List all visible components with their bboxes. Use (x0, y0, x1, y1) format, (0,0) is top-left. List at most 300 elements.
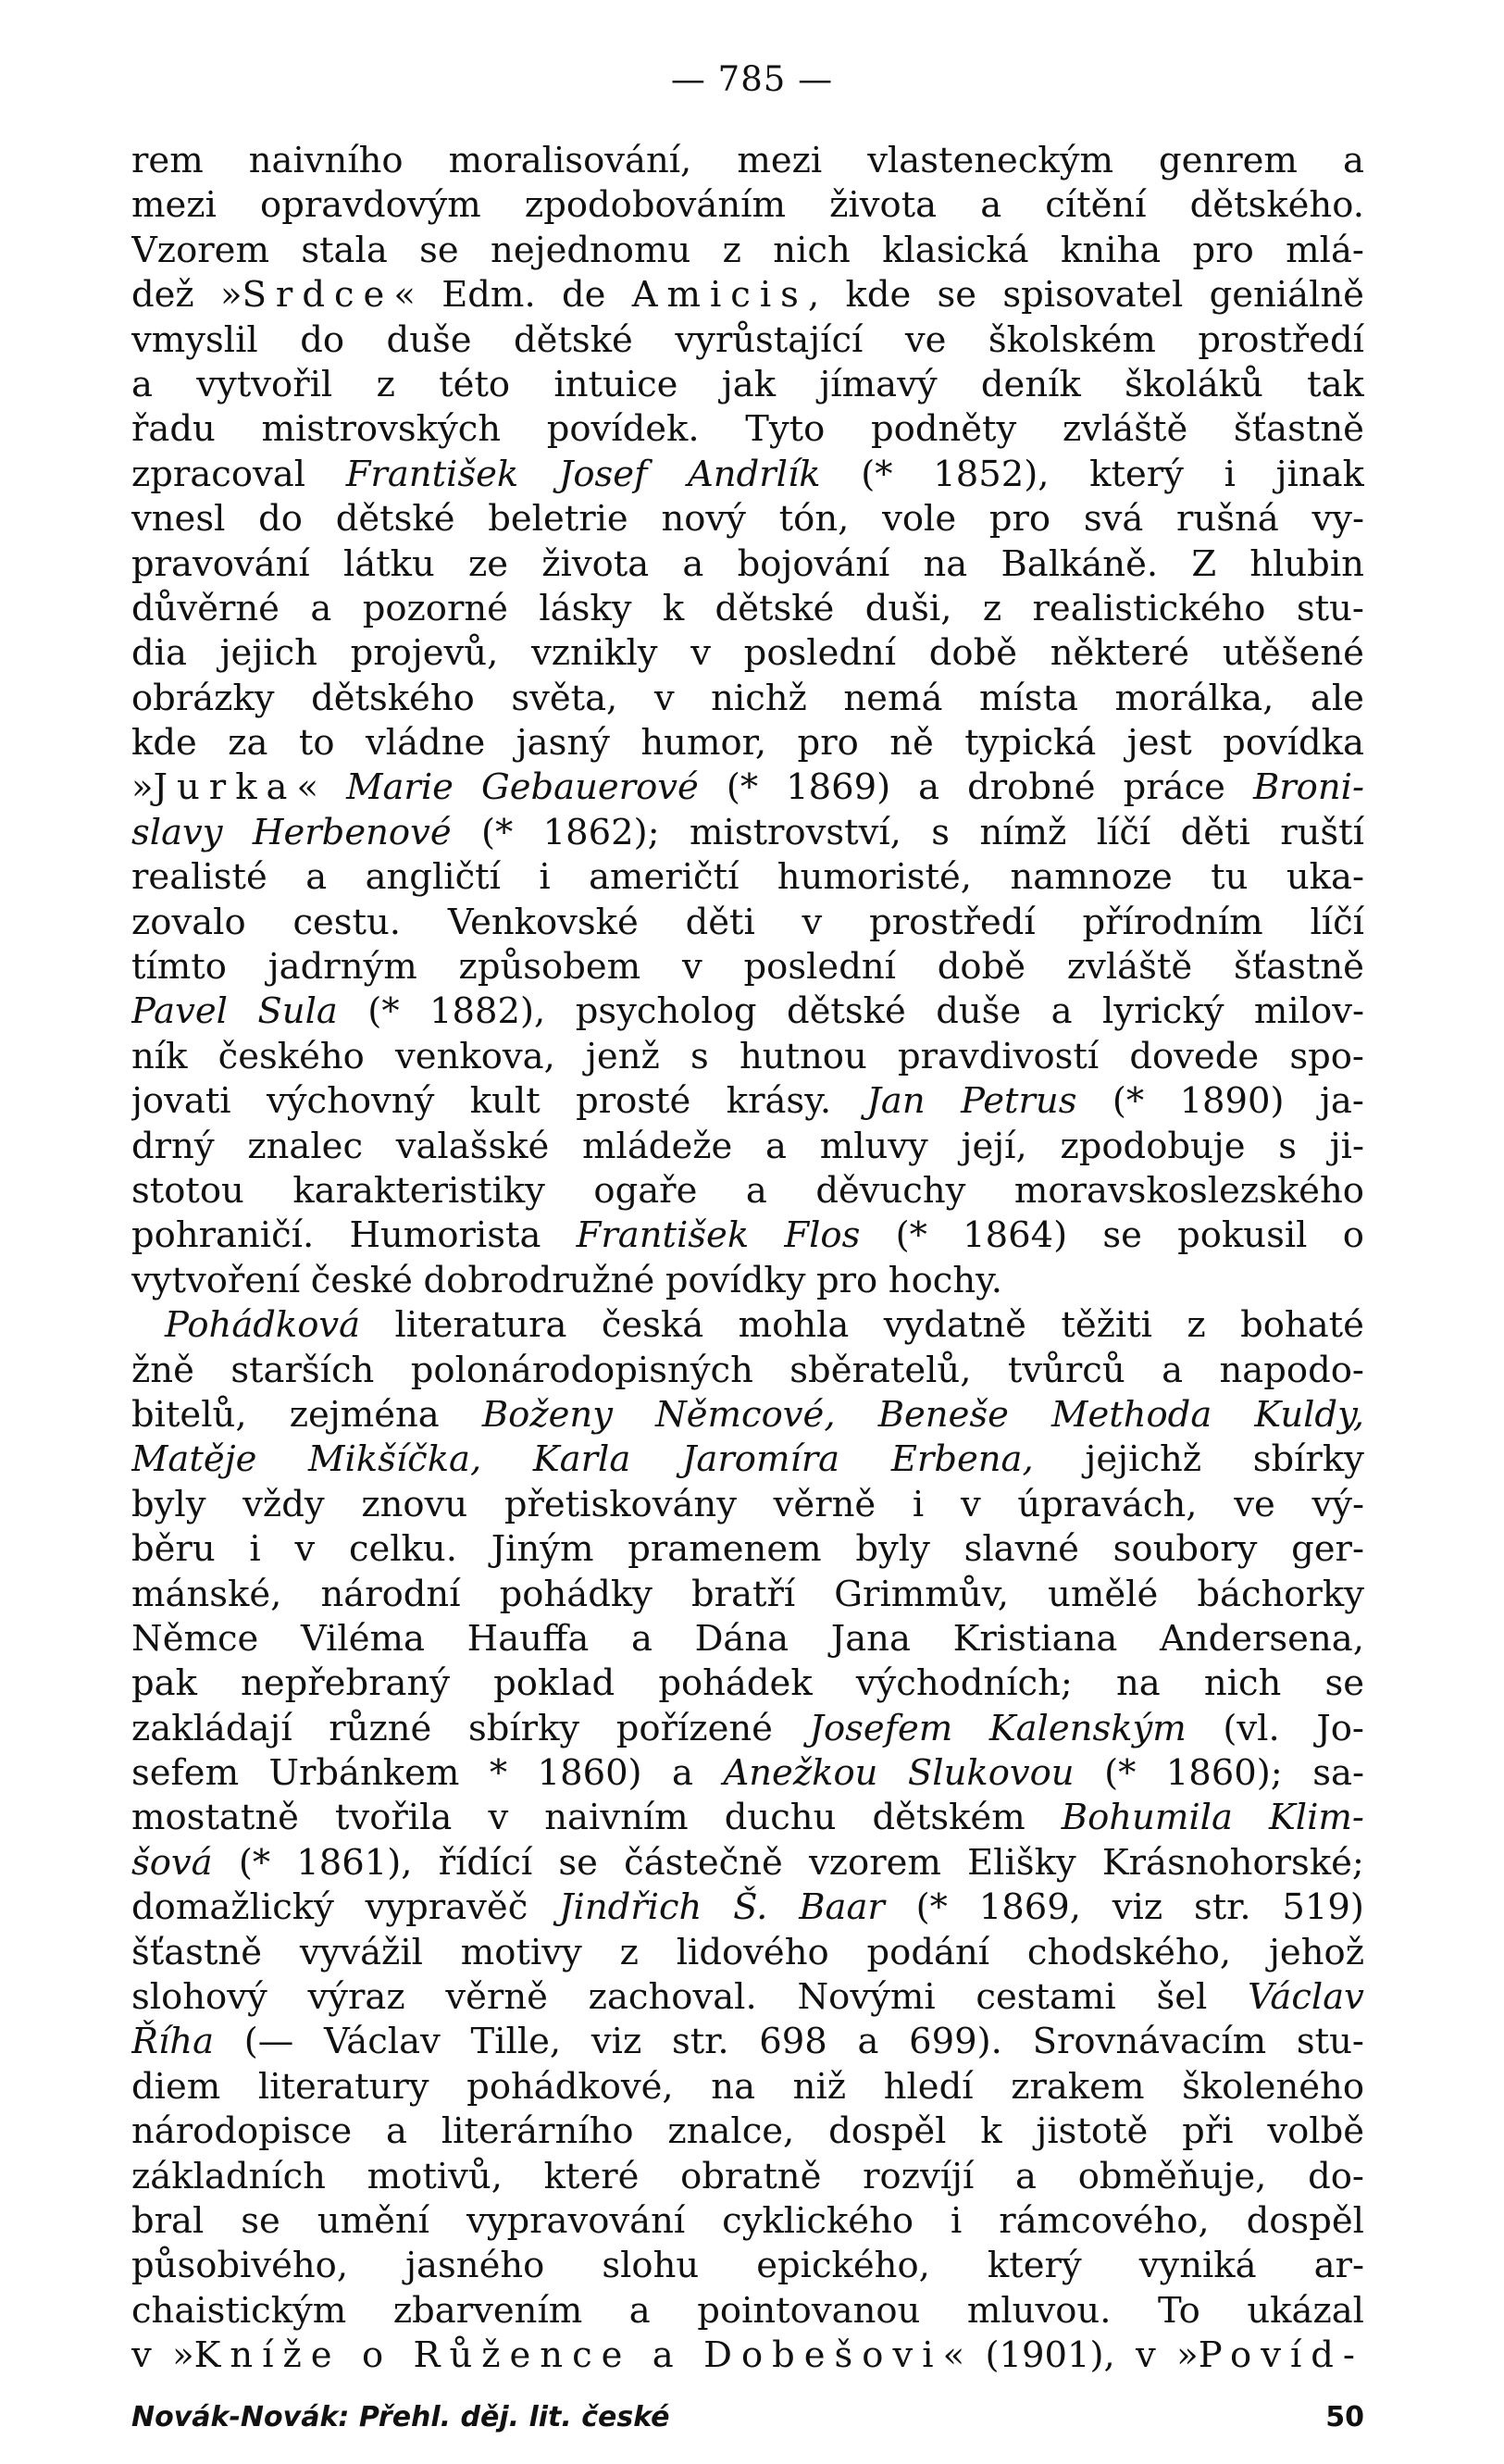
word (867, 139, 1113, 183)
word (1343, 1213, 1364, 1258)
word-fragment: milov- (1253, 990, 1364, 1033)
word (690, 811, 901, 855)
word-fragment: v (1136, 2334, 1156, 2377)
word (196, 363, 332, 407)
word (655, 1393, 836, 1437)
word (682, 542, 703, 587)
word (727, 765, 758, 810)
word (1182, 2065, 1364, 2109)
word-fragment: šel (1156, 1976, 1208, 2019)
word-fragment: bratří (691, 1573, 796, 1615)
word (411, 1349, 753, 1393)
word (1194, 1885, 1251, 1930)
word (1248, 1975, 1364, 2020)
italic-name: Methoda (1051, 1393, 1212, 1436)
word (351, 631, 499, 676)
word-fragment: bitelů, (131, 1393, 247, 1436)
word (1116, 1661, 1161, 1706)
word (253, 811, 452, 855)
word-fragment: valašské (395, 1125, 550, 1167)
word-fragment: báchorky (1197, 1573, 1364, 1615)
word (1282, 1885, 1364, 1930)
page-footer (131, 2396, 1364, 2438)
italic-name: Jaromíra (681, 1438, 840, 1481)
word (539, 855, 550, 900)
italic-name: Broni- (1252, 766, 1364, 809)
word (1193, 229, 1254, 273)
text-line (131, 1841, 1364, 1885)
word-fragment: lásky (539, 587, 632, 629)
word-fragment: vládne (366, 722, 486, 765)
word-fragment: sefem (131, 1752, 240, 1795)
word-fragment: vnesl (131, 498, 226, 541)
word (905, 318, 947, 363)
word-fragment: rámcového, (999, 2199, 1210, 2242)
word (722, 2199, 914, 2244)
text-line (131, 1796, 1364, 1840)
word-fragment: Urbánkem (268, 1752, 460, 1795)
word (908, 1751, 1075, 1796)
word-fragment: které (543, 2155, 640, 2197)
word-fragment: Novými (797, 1976, 936, 2019)
word (690, 631, 711, 676)
word (1084, 497, 1143, 541)
word-fragment: sbírky (467, 1707, 580, 1749)
word (1307, 363, 1364, 407)
word-fragment: přetiskovány (503, 1483, 737, 1525)
word-fragment: šťastně (131, 1931, 262, 1973)
word (1286, 229, 1364, 273)
word-fragment: způsobem (458, 946, 641, 989)
word-fragment: obratně (680, 2155, 822, 2197)
word (346, 453, 519, 497)
word-fragment: Balkáně. (1001, 542, 1159, 585)
word (779, 497, 850, 541)
word (733, 1885, 767, 1930)
word (131, 945, 227, 989)
word (131, 765, 318, 810)
word (663, 587, 684, 631)
word-fragment: mlá- (1286, 229, 1364, 271)
word-fragment: líčí (1310, 901, 1364, 943)
word-fragment: tvořila (334, 1797, 453, 1839)
word (723, 229, 741, 273)
word (933, 453, 1049, 497)
word (739, 1303, 850, 1348)
word-fragment: duchu (724, 1797, 837, 1839)
word-fragment: tímto (131, 946, 227, 989)
word (1166, 1751, 1283, 1796)
text-line (131, 1213, 1364, 1258)
word-fragment: jest (1126, 722, 1192, 765)
word-fragment: klasická (882, 229, 1029, 271)
word-fragment: ve (904, 318, 947, 361)
word-fragment: s (690, 1035, 709, 1077)
word-fragment: drobné (967, 766, 1096, 809)
word (913, 1483, 924, 1527)
word (500, 1573, 653, 1617)
word (292, 1169, 545, 1213)
word-fragment: » (1176, 2334, 1199, 2377)
word-fragment: 1860) (537, 1752, 642, 1795)
spaced-title: o (361, 2334, 393, 2377)
word (695, 1617, 789, 1661)
word (677, 1931, 829, 1975)
word-fragment: vy- (1311, 498, 1364, 541)
word-fragment: naivním (544, 1797, 689, 1839)
word-fragment: Krásnohorské; (1101, 1841, 1364, 1884)
word-fragment: děvuchy (815, 1169, 966, 1212)
word-fragment: cestami (976, 1976, 1116, 2019)
italic-name: Bohumila (1061, 1797, 1233, 1839)
word-fragment: vzorem (808, 1841, 941, 1884)
word (131, 1573, 281, 1617)
footer-sheet-number: 50 (1325, 2400, 1364, 2433)
word-fragment: 1861), (296, 1841, 413, 1884)
word (268, 945, 417, 989)
word (979, 811, 1066, 855)
word-fragment: a (1015, 2155, 1037, 2197)
word (793, 2065, 846, 2109)
word (1125, 363, 1263, 407)
word (468, 1707, 579, 1751)
word (424, 1259, 655, 1303)
text-line (131, 407, 1364, 452)
word-fragment: se (937, 274, 977, 317)
italic-name: Václav (1248, 1976, 1364, 2019)
word (1267, 2109, 1364, 2154)
word (884, 1303, 1026, 1348)
word (1181, 811, 1250, 855)
word (1311, 677, 1364, 721)
word-fragment: zvláště (1062, 408, 1188, 451)
word (317, 2199, 429, 2244)
word (889, 1259, 1002, 1303)
word (131, 273, 194, 317)
word (1234, 1483, 1275, 1527)
word (470, 1079, 541, 1124)
word-fragment: za (228, 722, 268, 765)
word-fragment: znalce, (667, 2110, 795, 2153)
word (343, 542, 435, 587)
word (131, 1707, 292, 1751)
text-line (131, 1707, 1364, 1751)
word-fragment: polonárodopisných (410, 1349, 753, 1391)
word-fragment: , (807, 274, 820, 317)
word-fragment: Z (1191, 542, 1217, 585)
word-fragment: jovati (131, 1080, 231, 1123)
word (1102, 1841, 1364, 1885)
word-fragment: v (488, 1797, 509, 1839)
word (131, 1796, 299, 1840)
word (1314, 2244, 1364, 2288)
word (1308, 2155, 1364, 2199)
word-fragment: 698 (759, 2021, 827, 2063)
text-line (131, 631, 1364, 676)
word (1033, 2020, 1267, 2064)
word-fragment: (* (861, 453, 893, 495)
word (1136, 2333, 1156, 2378)
spaced-title: Dobešovi (703, 2334, 943, 2377)
word (1297, 2020, 1364, 2064)
word (1320, 1079, 1364, 1124)
word-fragment: (vl. (1223, 1707, 1280, 1749)
word-fragment: (* (238, 1841, 271, 1884)
text-line (131, 497, 1364, 541)
word-fragment: ji- (1329, 1125, 1364, 1167)
text-line (131, 273, 1364, 317)
italic-name: Andrlík (688, 453, 821, 495)
word (131, 1125, 215, 1169)
word (1158, 2289, 1200, 2333)
word-fragment: nepřebraný (241, 1662, 451, 1705)
word-fragment: naivního (248, 140, 404, 181)
word (789, 1349, 971, 1393)
word (1343, 139, 1364, 183)
word (1254, 1393, 1364, 1437)
word-fragment: o (1342, 1214, 1364, 1257)
word-fragment: době (937, 946, 1026, 989)
italic-name: Jan (866, 1080, 926, 1123)
word (493, 1661, 615, 1706)
word (777, 855, 972, 900)
word (429, 989, 545, 1034)
word (131, 1885, 334, 1930)
word-fragment: mluvy (819, 1125, 928, 1167)
word (916, 1885, 948, 1930)
word-fragment: i (539, 856, 551, 899)
text-line (131, 1393, 1364, 1437)
word-fragment: « (942, 2334, 965, 2377)
word (490, 1751, 507, 1796)
word (320, 1573, 460, 1617)
word-fragment: světa, (511, 677, 618, 719)
word-fragment: (1901), (985, 2334, 1115, 2377)
word (999, 2199, 1209, 2244)
word-fragment: této (439, 363, 511, 405)
text-line (131, 2199, 1364, 2244)
word (439, 363, 510, 407)
text-line (131, 1931, 1364, 1975)
word (746, 1169, 767, 1213)
word-fragment: z (1187, 1304, 1206, 1347)
word-fragment: přírodním (1082, 901, 1263, 943)
word (467, 1617, 590, 1661)
word-fragment: prostředí (1198, 318, 1364, 361)
word (1051, 989, 1073, 1034)
word-fragment: v (681, 946, 702, 989)
word (961, 1079, 1076, 1124)
word (882, 229, 1029, 273)
word-fragment: šťastně (1233, 408, 1364, 451)
word-fragment: (* (480, 811, 514, 853)
word (667, 2109, 794, 2154)
word (349, 1213, 541, 1258)
word (1014, 1169, 1364, 1213)
italic-name: Baar (799, 1886, 885, 1929)
word-fragment: (* (915, 1886, 948, 1929)
word-fragment: de (561, 274, 606, 317)
word (1001, 542, 1158, 587)
text-line (131, 765, 1364, 810)
text-line (131, 1751, 1364, 1796)
word-fragment: ruští (1280, 811, 1364, 853)
word (558, 1841, 598, 1885)
word-fragment: starších (230, 1349, 375, 1391)
text-line (131, 1125, 1364, 1169)
word-fragment: školáků (1125, 363, 1263, 405)
word-fragment: líčí (1096, 811, 1151, 853)
word (967, 765, 1095, 810)
word-fragment: duše (386, 318, 472, 361)
word-fragment: východních; (855, 1662, 1073, 1705)
italic-name: Petrus (961, 1080, 1077, 1123)
word (1102, 1213, 1142, 1258)
word-fragment: pohraničí. (131, 1214, 315, 1257)
text-line (131, 1527, 1364, 1572)
word-fragment: dia (131, 632, 187, 675)
word-fragment: se (558, 1841, 598, 1884)
word (218, 1035, 365, 1079)
word (843, 677, 942, 721)
word (131, 2020, 214, 2064)
word-fragment: znalec (247, 1125, 364, 1167)
word (269, 1751, 460, 1796)
word (962, 1125, 1027, 1169)
word-fragment: jejichž (1085, 1438, 1202, 1481)
italic-name: Klim- (1269, 1797, 1364, 1839)
word (308, 1437, 481, 1482)
word (711, 677, 807, 721)
word (787, 989, 906, 1034)
word-fragment: bojování (737, 542, 890, 585)
word (1002, 273, 1183, 317)
word-fragment: v (653, 677, 675, 719)
word-fragment: drný (131, 1125, 215, 1167)
word-fragment: kde (845, 274, 912, 317)
word-fragment: jasný (516, 722, 610, 765)
word-fragment: 1869) (786, 766, 891, 809)
word (311, 1259, 413, 1303)
word (413, 2333, 631, 2378)
word-fragment: stala (301, 229, 388, 271)
word-fragment: žně (131, 1349, 194, 1391)
word (802, 901, 823, 945)
word-fragment: povídka (1223, 722, 1364, 765)
word-fragment: (* (1112, 1080, 1145, 1123)
text-line (131, 1483, 1364, 1527)
word-fragment: pořízené (615, 1707, 773, 1749)
italic-name: Beneše (877, 1393, 1009, 1436)
word-fragment: ve (1234, 1483, 1275, 1525)
text-line (131, 989, 1364, 1034)
word-fragment: vole (882, 498, 957, 541)
word-fragment: hlubin (1249, 542, 1364, 585)
word-fragment: spisovatel (1002, 274, 1184, 317)
word (471, 2020, 562, 2064)
word-fragment: věrně (773, 1483, 876, 1525)
word-fragment: a (682, 542, 704, 585)
word (691, 1573, 795, 1617)
word-fragment: zpodobuje (1060, 1125, 1246, 1167)
word-fragment: česká (601, 1304, 704, 1347)
word-fragment: pramenem (628, 1528, 822, 1571)
word-fragment: tak (1307, 363, 1364, 405)
word (682, 1437, 839, 1482)
word-fragment: různé (329, 1707, 432, 1749)
spaced-title: Povíd- (1198, 2334, 1364, 2377)
word-fragment: české (310, 1259, 413, 1301)
word-fragment: niž (792, 2065, 847, 2108)
italic-name: Karla (532, 1438, 631, 1481)
word (872, 1796, 1025, 1840)
word (514, 318, 633, 363)
word (244, 2020, 294, 2064)
word (602, 2244, 699, 2288)
word-fragment: nejednomu (491, 229, 691, 271)
word (856, 1661, 1073, 1706)
word-fragment: moravskoslezského (1013, 1169, 1364, 1212)
word (165, 1303, 360, 1348)
word-fragment: vždy (242, 1483, 325, 1525)
word (459, 945, 641, 989)
word-fragment: duše (936, 990, 1022, 1033)
word-fragment: zpodobováním (524, 184, 786, 227)
word-fragment: pro (1192, 229, 1254, 271)
word-fragment: 1852), (933, 453, 1050, 495)
word-fragment: a (386, 2110, 407, 2153)
word-fragment: národopisce (131, 2110, 353, 2153)
word (967, 2289, 1112, 2333)
word (784, 1213, 860, 1258)
text-line (131, 1259, 1364, 1303)
word (722, 363, 776, 407)
word (586, 1035, 660, 1079)
word (988, 318, 1156, 363)
word-fragment: děti (685, 901, 755, 943)
word-fragment: života (829, 184, 938, 227)
italic-name: Flos (784, 1214, 861, 1257)
word-fragment: » (131, 766, 154, 809)
text-line (131, 1573, 1364, 1617)
word-fragment: zakládají (131, 1707, 292, 1749)
word-fragment: šťastně (1233, 946, 1364, 989)
text-line (131, 2333, 1364, 2378)
word-fragment: zrakem (1011, 2065, 1145, 2108)
word-fragment: pro (988, 498, 1051, 541)
word (131, 1079, 231, 1124)
text-line (131, 453, 1364, 497)
word (576, 1079, 690, 1124)
word (1177, 1213, 1307, 1258)
word-fragment: morálka, (1114, 677, 1274, 719)
word-fragment: jak (721, 363, 777, 405)
word-fragment: pohádky (499, 1573, 653, 1615)
word (525, 183, 786, 228)
word (889, 721, 934, 765)
word (629, 2289, 651, 2333)
word (531, 631, 658, 676)
word (620, 1931, 639, 1975)
word-fragment: chaistickým (131, 2289, 347, 2332)
word (445, 1975, 548, 2020)
word (562, 273, 605, 317)
word (845, 273, 911, 317)
word-fragment: svá (1083, 498, 1144, 541)
word-fragment: uka- (1286, 856, 1364, 899)
word-fragment: z (982, 587, 1002, 629)
word-fragment: projevů, (350, 632, 499, 675)
